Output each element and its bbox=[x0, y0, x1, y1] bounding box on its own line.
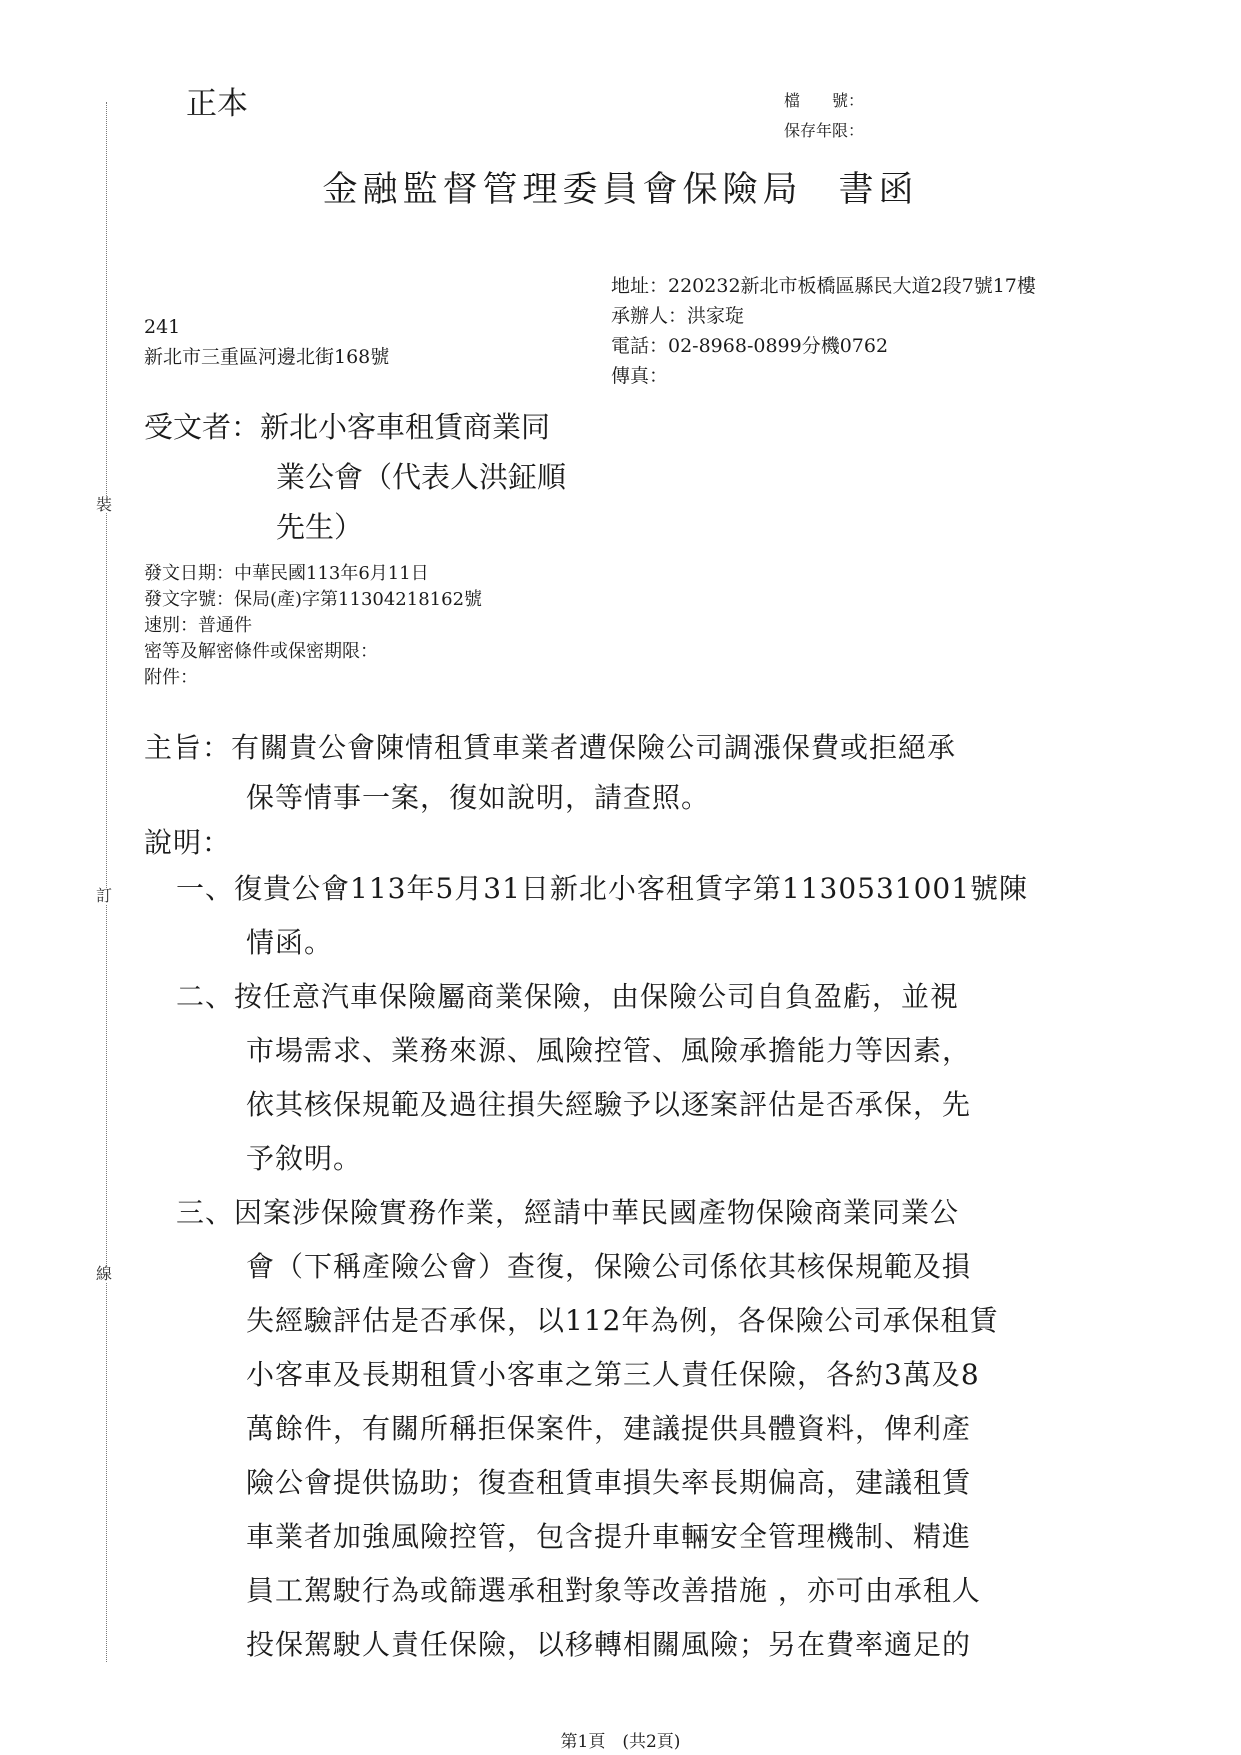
attachments: 附件： bbox=[144, 667, 198, 688]
description-item-1 bbox=[176, 862, 1028, 970]
description-item-2 bbox=[176, 970, 971, 1186]
dispatch-date: 發文日期：中華民國113年6月11日 bbox=[144, 563, 429, 584]
item-line: 萬餘件，有關所稱拒保案件，建議提供具體資料，俾利產 bbox=[246, 1412, 972, 1445]
item-line: 一、復貴公會113年5月31日新北小客租賃字第1130531001號陳 bbox=[176, 872, 1029, 905]
street-address: 新北市三重區河邊北街168號 bbox=[144, 346, 390, 368]
dispatch-meta bbox=[144, 561, 482, 691]
subject-line: 保等情事一案，復如說明，請查照。 bbox=[246, 781, 711, 814]
recipient-address bbox=[144, 312, 389, 372]
binding-mark-bind: 裝 bbox=[96, 495, 113, 514]
binding-line bbox=[106, 102, 107, 1662]
secrecy-level: 密等及解密條件或保密期限： bbox=[144, 641, 378, 662]
file-meta bbox=[784, 86, 864, 146]
item-line: 三、因案涉保險實務作業，經請中華民國產物保險商業同業公 bbox=[176, 1196, 960, 1229]
sender-fax: 傳真： bbox=[611, 365, 669, 387]
item-line: 險公會提供協助；復查租賃車損失率長期偏高，建議租賃 bbox=[246, 1466, 972, 1499]
document-type: 書函 bbox=[838, 170, 919, 210]
addressee-line: 業公會（代表人洪鉦順 bbox=[276, 460, 567, 494]
description-heading: 說明： bbox=[144, 826, 232, 859]
delivery-speed: 速別：普通件 bbox=[144, 615, 252, 636]
item-line: 二、按任意汽車保險屬商業保險，由保險公司自負盈虧，並視 bbox=[176, 980, 960, 1013]
postal-code: 241 bbox=[144, 316, 181, 338]
document-title bbox=[0, 162, 1241, 212]
item-line: 投保駕駛人責任保險，以移轉相關風險；另在費率適足的 bbox=[246, 1628, 972, 1661]
description-item-3 bbox=[176, 1186, 998, 1672]
addressee bbox=[144, 402, 566, 552]
item-line: 員工駕駛行為或篩選承租對象等改善措施 ，亦可由承租人 bbox=[246, 1574, 981, 1607]
dispatch-number: 發文字號：保局(產)字第11304218162號 bbox=[144, 589, 483, 610]
file-number-label: 檔 號： bbox=[784, 91, 865, 110]
sender-address: 地址：220232新北市板橋區縣民大道2段7號17樓 bbox=[611, 275, 1036, 297]
addressee-line: 先生） bbox=[276, 510, 364, 544]
addressee-line: 受文者：新北小客車租賃商業同 bbox=[144, 410, 551, 444]
agency-name: 金融監督管理委員會保險局 bbox=[322, 170, 803, 210]
original-copy-label: 正本 bbox=[186, 86, 248, 122]
page-footer: 第1頁 (共2頁) bbox=[560, 1732, 681, 1752]
retention-period-label: 保存年限： bbox=[784, 121, 865, 140]
item-line: 予敘明。 bbox=[246, 1142, 363, 1175]
subject-line: 主旨：有關貴公會陳情租賃車業者遭保險公司調漲保費或拒絕承 bbox=[144, 731, 957, 764]
sender-contact: 承辦人：洪家琁 bbox=[611, 305, 745, 327]
item-line: 車業者加強風險控管，包含提升車輛安全管理機制、精進 bbox=[246, 1520, 972, 1553]
item-line: 依其核保規範及過往損失經驗予以逐案評估是否承保，先 bbox=[246, 1088, 972, 1121]
item-line: 情函。 bbox=[246, 926, 334, 959]
subject bbox=[144, 723, 956, 823]
item-line: 小客車及長期租賃小客車之第三人責任保險，各約3萬及8 bbox=[246, 1358, 980, 1391]
item-line: 失經驗評估是否承保，以112年為例，各保險公司承保租賃 bbox=[246, 1304, 999, 1337]
sender-phone: 電話：02-8968-0899分機0762 bbox=[611, 335, 889, 357]
item-line: 市場需求、業務來源、風險控管、風險承擔能力等因素， bbox=[246, 1034, 972, 1067]
binding-mark-staple: 訂 bbox=[96, 886, 113, 905]
item-line: 會（下稱產險公會）查復，保險公司係依其核保規範及損 bbox=[246, 1250, 972, 1283]
sender-info bbox=[611, 271, 1036, 391]
binding-mark-line: 線 bbox=[96, 1264, 113, 1283]
